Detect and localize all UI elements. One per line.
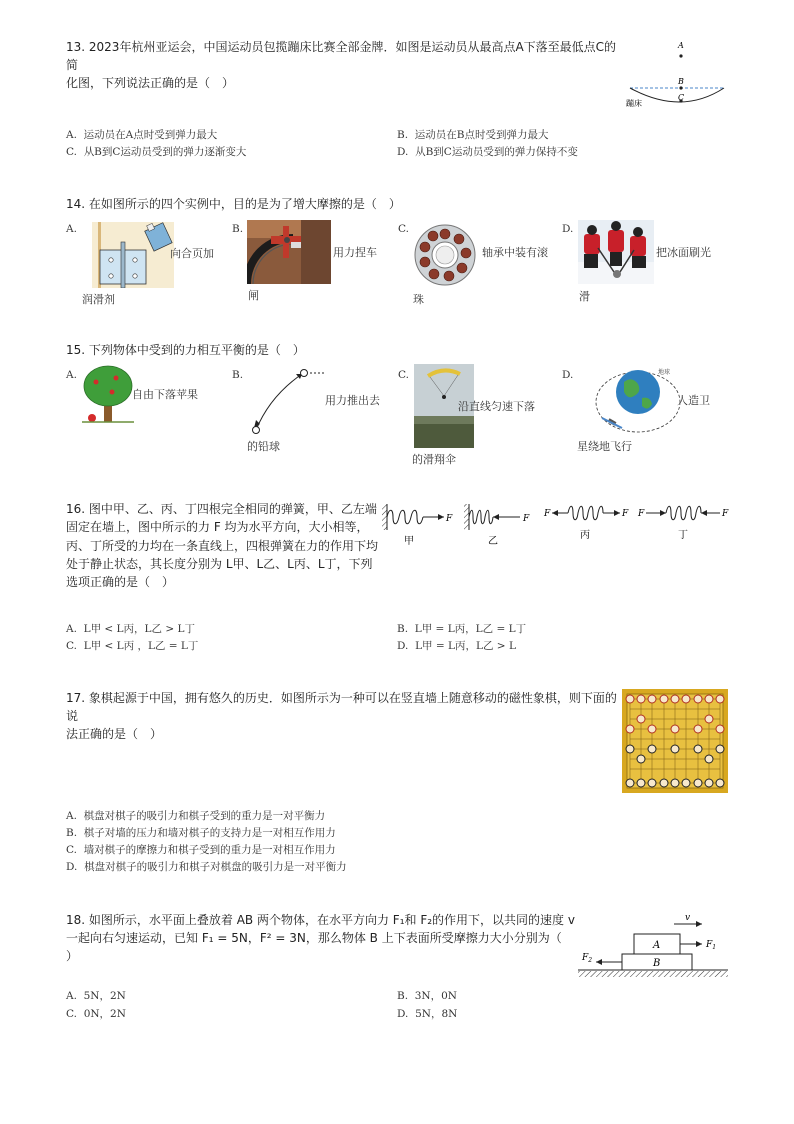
bearing-image bbox=[410, 222, 480, 288]
q18-option-a[interactable]: A. 5N，2N bbox=[66, 990, 126, 1002]
q13-option-a[interactable]: A. 运动员在A点时受到弹力最大 bbox=[66, 129, 218, 141]
q17-stem bbox=[66, 689, 622, 743]
q14-option-d-label[interactable]: D. bbox=[562, 223, 574, 235]
q14-option-d-caption1: 把冰面刷光 bbox=[656, 246, 711, 259]
q14-stem: 14. 在如图所示的四个实例中，目的是为了增大摩擦的是（ ） bbox=[66, 197, 401, 211]
spring-force-4: F bbox=[622, 509, 629, 519]
q14-option-b-caption1: 用力捏车 bbox=[333, 246, 377, 259]
q14-option-c-caption1: 轴承中装有滚 bbox=[482, 246, 548, 259]
q17-option-c[interactable]: C. 墙对棋子的摩擦力和棋子受到的重力是一对相互作用力 bbox=[66, 844, 336, 856]
q15-option-c-caption1: 沿直线匀速下落 bbox=[458, 400, 535, 413]
q16-option-a[interactable]: A. L甲 < L丙，L乙 > L丁 bbox=[66, 623, 195, 635]
q16-option-b[interactable]: B. L甲 = L丙，L乙 = L丁 bbox=[397, 623, 527, 635]
q17-options bbox=[66, 808, 347, 876]
spring-name-yi: 乙 bbox=[488, 536, 498, 547]
block-a-label: A bbox=[653, 940, 661, 951]
q14-option-c-caption2: 珠 bbox=[413, 293, 424, 306]
curling-image bbox=[578, 220, 654, 284]
shot-put-image bbox=[244, 364, 330, 436]
q16-option-c[interactable]: C. L甲 < L丙 ，L乙 = L丁 bbox=[66, 640, 199, 652]
q16-line4: 处于静止状态，其长度分别为 L甲、L乙、L丙、L丁，下列 bbox=[66, 556, 373, 571]
q15-option-c-label[interactable]: C. bbox=[398, 369, 409, 381]
q15-option-a-label[interactable]: A. bbox=[66, 369, 77, 381]
q14-option-b-caption2: 闸 bbox=[248, 289, 259, 302]
q16-line5: 选项正确的是（ ） bbox=[66, 575, 175, 590]
svg-text:地球: 地球 bbox=[658, 369, 671, 376]
q18-line3: ） bbox=[66, 949, 79, 963]
q18-line1: 18. 如图所示，水平面上叠放着 AB 两个物体，在水平方向力 F₁和 F₂的作用下，以共同的速度 v bbox=[66, 913, 575, 927]
velocity-label: v bbox=[685, 913, 691, 923]
fig-label-bed: 蹦床 bbox=[626, 99, 642, 108]
q14-option-a-caption1: 向合页加 bbox=[170, 247, 214, 260]
q16-option-d[interactable]: D. L甲 = L丙，L乙 > L bbox=[397, 640, 516, 652]
q17-line1: 17. 象棋起源于中国，拥有悠久的历史．如图所示为一种可以在竖直墙上随意移动的磁性象棋，则下面的说 bbox=[66, 691, 617, 723]
q14-option-a-label[interactable]: A. bbox=[66, 223, 77, 235]
q15-stem: 15. 下列物体中受到的力相互平衡的是（ ） bbox=[66, 343, 305, 357]
q17-option-b[interactable]: B. 棋子对墙的压力和墙对棋子的支持力是一对相互作用力 bbox=[66, 827, 336, 839]
q15-option-d-label[interactable]: D. bbox=[562, 369, 574, 381]
q15-option-d-caption1: 人造卫 bbox=[677, 394, 710, 407]
fig-label-b: B bbox=[678, 77, 684, 86]
spring-name-ding: 丁 bbox=[678, 530, 688, 541]
q18-stem bbox=[66, 911, 576, 965]
q13-stem bbox=[66, 38, 626, 92]
spring-force-6: F bbox=[722, 509, 729, 519]
block-b-label: B bbox=[653, 958, 661, 969]
q16-line2: 固定在墙上，图中所示的力 F 均为水平方向，大小相等， bbox=[66, 520, 369, 535]
q18-option-c[interactable]: C. 0N，2N bbox=[66, 1008, 126, 1020]
q17-option-d[interactable]: D. 棋盘对棋子的吸引力和棋子对棋盘的吸引力是一对平衡力 bbox=[66, 861, 347, 873]
spring-force-3: F bbox=[544, 509, 551, 519]
q16-stem bbox=[66, 500, 378, 591]
blocks-figure bbox=[578, 910, 730, 978]
f1-label: $F_1$ bbox=[706, 940, 717, 951]
q14-option-a-caption2: 润滑剂 bbox=[82, 293, 115, 306]
q15-option-b-caption1: 用力推出去 bbox=[325, 394, 380, 407]
satellite-orbit-image bbox=[588, 364, 684, 438]
fig-label-c: C bbox=[678, 93, 685, 102]
q14-option-d-caption2: 滑 bbox=[579, 290, 590, 303]
q13-option-b[interactable]: B. 运动员在B点时受到弹力最大 bbox=[397, 129, 549, 141]
spring-force-2: F bbox=[523, 514, 530, 524]
q15-option-d-caption2: 星绕地飞行 bbox=[577, 440, 632, 453]
q16-line3: 丙、丁所受的力均在一条直线上，四根弹簧在力的作用下均 bbox=[66, 538, 379, 553]
spring-force-5: F bbox=[638, 509, 645, 519]
spring-force-1: F bbox=[446, 514, 453, 524]
q16-line1: 16. 图中甲、乙、丙、丁四根完全相同的弹簧，甲、乙左端 bbox=[66, 502, 377, 516]
spring-name-jia: 甲 bbox=[404, 536, 414, 547]
bike-brake-image bbox=[247, 220, 331, 284]
hinge-image bbox=[92, 222, 174, 288]
q13-option-c[interactable]: C. 从B到C运动员受到的弹力逐渐变大 bbox=[66, 146, 247, 158]
q13-option-d[interactable]: D. 从B到C运动员受到的弹力保持不变 bbox=[397, 146, 578, 158]
fig-label-a: A bbox=[678, 41, 684, 50]
q15-option-a-caption1: 自由下落苹果 bbox=[132, 388, 198, 401]
spring-name-bing: 丙 bbox=[580, 530, 590, 541]
q18-option-b[interactable]: B. 3N，0N bbox=[397, 990, 457, 1002]
q15-option-b-label[interactable]: B. bbox=[232, 369, 244, 381]
q18-option-d[interactable]: D. 5N，8N bbox=[397, 1008, 458, 1020]
apple-tree-image bbox=[82, 364, 134, 426]
f2-label: $F_2$ bbox=[582, 953, 593, 964]
q17-line2: 法正确的是（ ） bbox=[66, 727, 163, 741]
trampoline-figure bbox=[624, 38, 728, 110]
q14-option-b-label[interactable]: B. bbox=[232, 223, 244, 235]
springs-figure bbox=[380, 494, 730, 548]
q14-option-c-label[interactable]: C. bbox=[398, 223, 409, 235]
q13-line1: 13. 2023年杭州亚运会，中国运动员包揽蹦床比赛全部金牌．如图是运动员从最高点A下落至最低点C的简 bbox=[66, 40, 617, 72]
q15-option-c-caption2: 的滑翔伞 bbox=[412, 453, 456, 466]
q18-line2: 一起向右匀速运动，已知 F₁ = 5N，F² = 3N，那么物体 B 上下表面所受摩擦力大小分别为（ bbox=[66, 931, 562, 945]
chess-board-image bbox=[622, 689, 728, 793]
q17-option-a[interactable]: A. 棋盘对棋子的吸引力和棋子受到的重力是一对平衡力 bbox=[66, 810, 326, 822]
q15-option-b-caption2: 的铅球 bbox=[247, 440, 280, 453]
q13-line2: 化图，下列说法正确的是（ ） bbox=[66, 76, 235, 90]
